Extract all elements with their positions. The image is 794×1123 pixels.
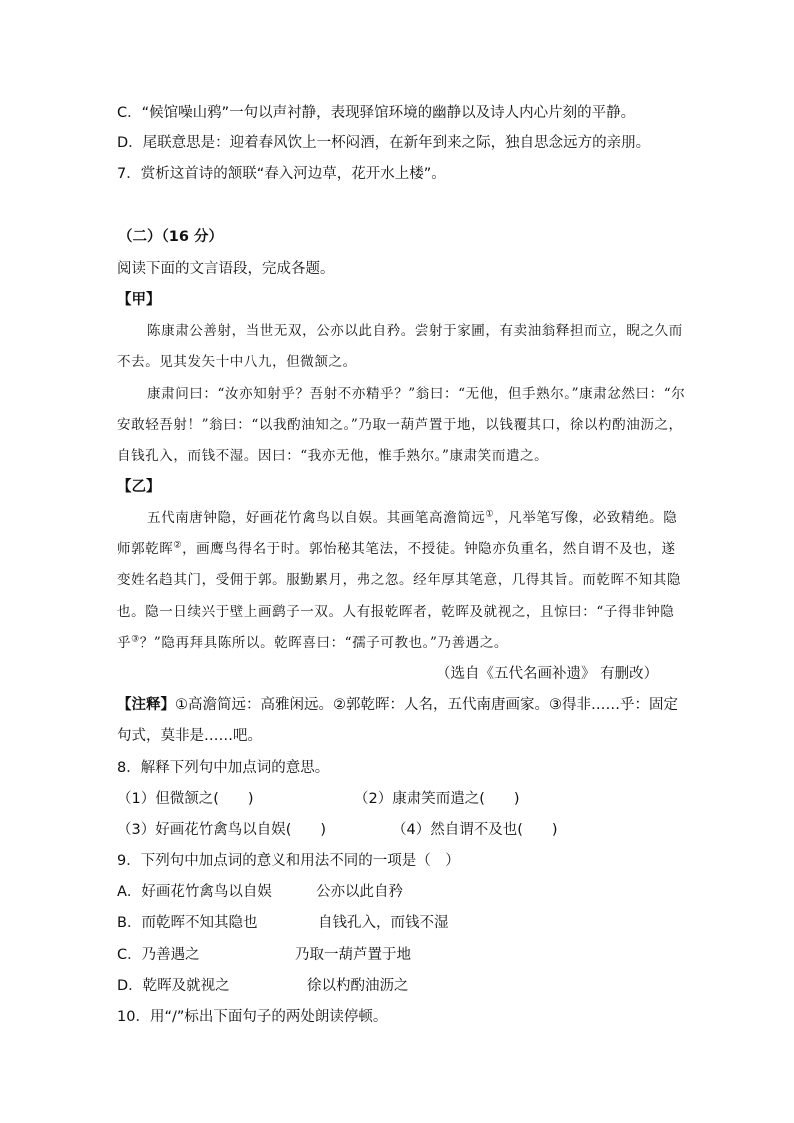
section-instruction: 阅读下面的文言语段，完成各题。 [117,261,335,277]
passage-yi-label: 【乙】 [117,479,161,495]
note-marker: ① [485,509,495,520]
notes-line: 句式，莫非是……吧。 [117,728,262,744]
notes-label: 【注释】 [117,697,175,713]
q9-option-compare: 公亦以此自矜 [316,884,403,900]
question-10: 10．用“/”标出下面句子的两处朗读停顿。 [117,1009,388,1025]
note-marker: ③ [131,634,140,645]
option-d: D．尾联意思是：迎着春风饮上一杯闷酒，在新年到来之际，独自思念远方的亲朋。 [117,135,651,151]
passage-yi-line: 变姓名趋其门，受佣于郭。服勤累月，弗之忽。经年厚其笔意，几得其旨。而乾晖不知其隐 [117,572,681,588]
q9-option-compare: 徐以杓酌油沥之 [307,978,409,994]
passage-jia-line: 不去。见其发矢十中八九，但微颔之。 [117,354,357,370]
q8-item: （2）康肃笑而遣之( ) [354,791,520,807]
passage-jia-line: 安敢轻吾射！”翁曰：“以我酌油知之。”乃取一葫芦置于地，以钱覆其口，徐以杓酌油沥之， [117,417,683,433]
q8-item: （1）但微颔之( ) [117,791,254,807]
q8-item: （3）好画花竹禽鸟以自娱( ) [117,822,327,838]
passage-source: （选自《五代名画补遗》 有删改） [436,666,659,682]
question-8: 8．解释下列句中加点词的意思。 [117,760,330,776]
passage-jia-line: 自钱孔入，而钱不湿。因曰：“我亦无他，惟手熟尔。”康肃笑而遣之。 [117,448,549,464]
passage-jia-label: 【甲】 [117,292,161,308]
passage-jia-line: 康肃问曰：“汝亦知射乎？吾射不亦精乎？”翁曰：“无他，但手熟尔。”康肃忿然曰：“尔 [147,386,686,402]
question-9: 9．下列句中加点词的意义和用法不同的一项是（ ） [117,853,460,869]
passage-yi-line: 师郭乾晖②，画鹰鸟得名于时。郭怡秘其笔法，不授徒。钟隐亦负重名，然自谓不及也，遂 [117,540,676,557]
q9-option: D．乾晖及就视之 [117,978,230,994]
notes-line: 【注释】①高澹简远：高雅闲远。②郭乾晖：人名，五代南唐画家。③得非……乎：固定 [117,697,678,713]
note-marker: ② [173,540,183,551]
q8-item: （4）然自谓不及也( ) [392,822,558,838]
q9-option-compare: 自钱孔入，而钱不湿 [318,915,449,931]
passage-yi-line: 也。隐一日续兴于壁上画鹞子一双。人有报乾晖者，乾晖及就视之，且惊曰：“子得非钟隐 [117,604,675,620]
question-7: 7．赏析这首诗的颔联“春入河边草，花开水上楼”。 [117,166,446,182]
q9-option: A．好画花竹禽鸟以自娱 [117,884,272,900]
q9-option-compare: 乃取一葫芦置于地 [295,947,411,963]
option-c: C．“候馆噪山鸦”一句以声衬静，表现驿馆环境的幽静以及诗人内心片刻的平静。 [117,105,636,121]
section-heading: （二）（16 分） [118,229,223,245]
q9-option: C．乃善遇之 [117,947,200,963]
passage-jia-line: 陈康肃公善射，当世无双，公亦以此自矜。尝射于家圃，有卖油翁释担而立，睨之久而 [147,323,683,339]
q9-option: B．而乾晖不知其隐也 [117,915,258,931]
passage-yi-line: 五代南唐钟隐，好画花竹禽鸟以自娱。其画笔高澹简远①，凡举笔写像，必致精绝。隐 [147,509,678,526]
passage-yi-line: 乎③？”隐再拜具陈所以。乾晖喜曰：“孺子可教也。”乃善遇之。 [117,634,509,651]
